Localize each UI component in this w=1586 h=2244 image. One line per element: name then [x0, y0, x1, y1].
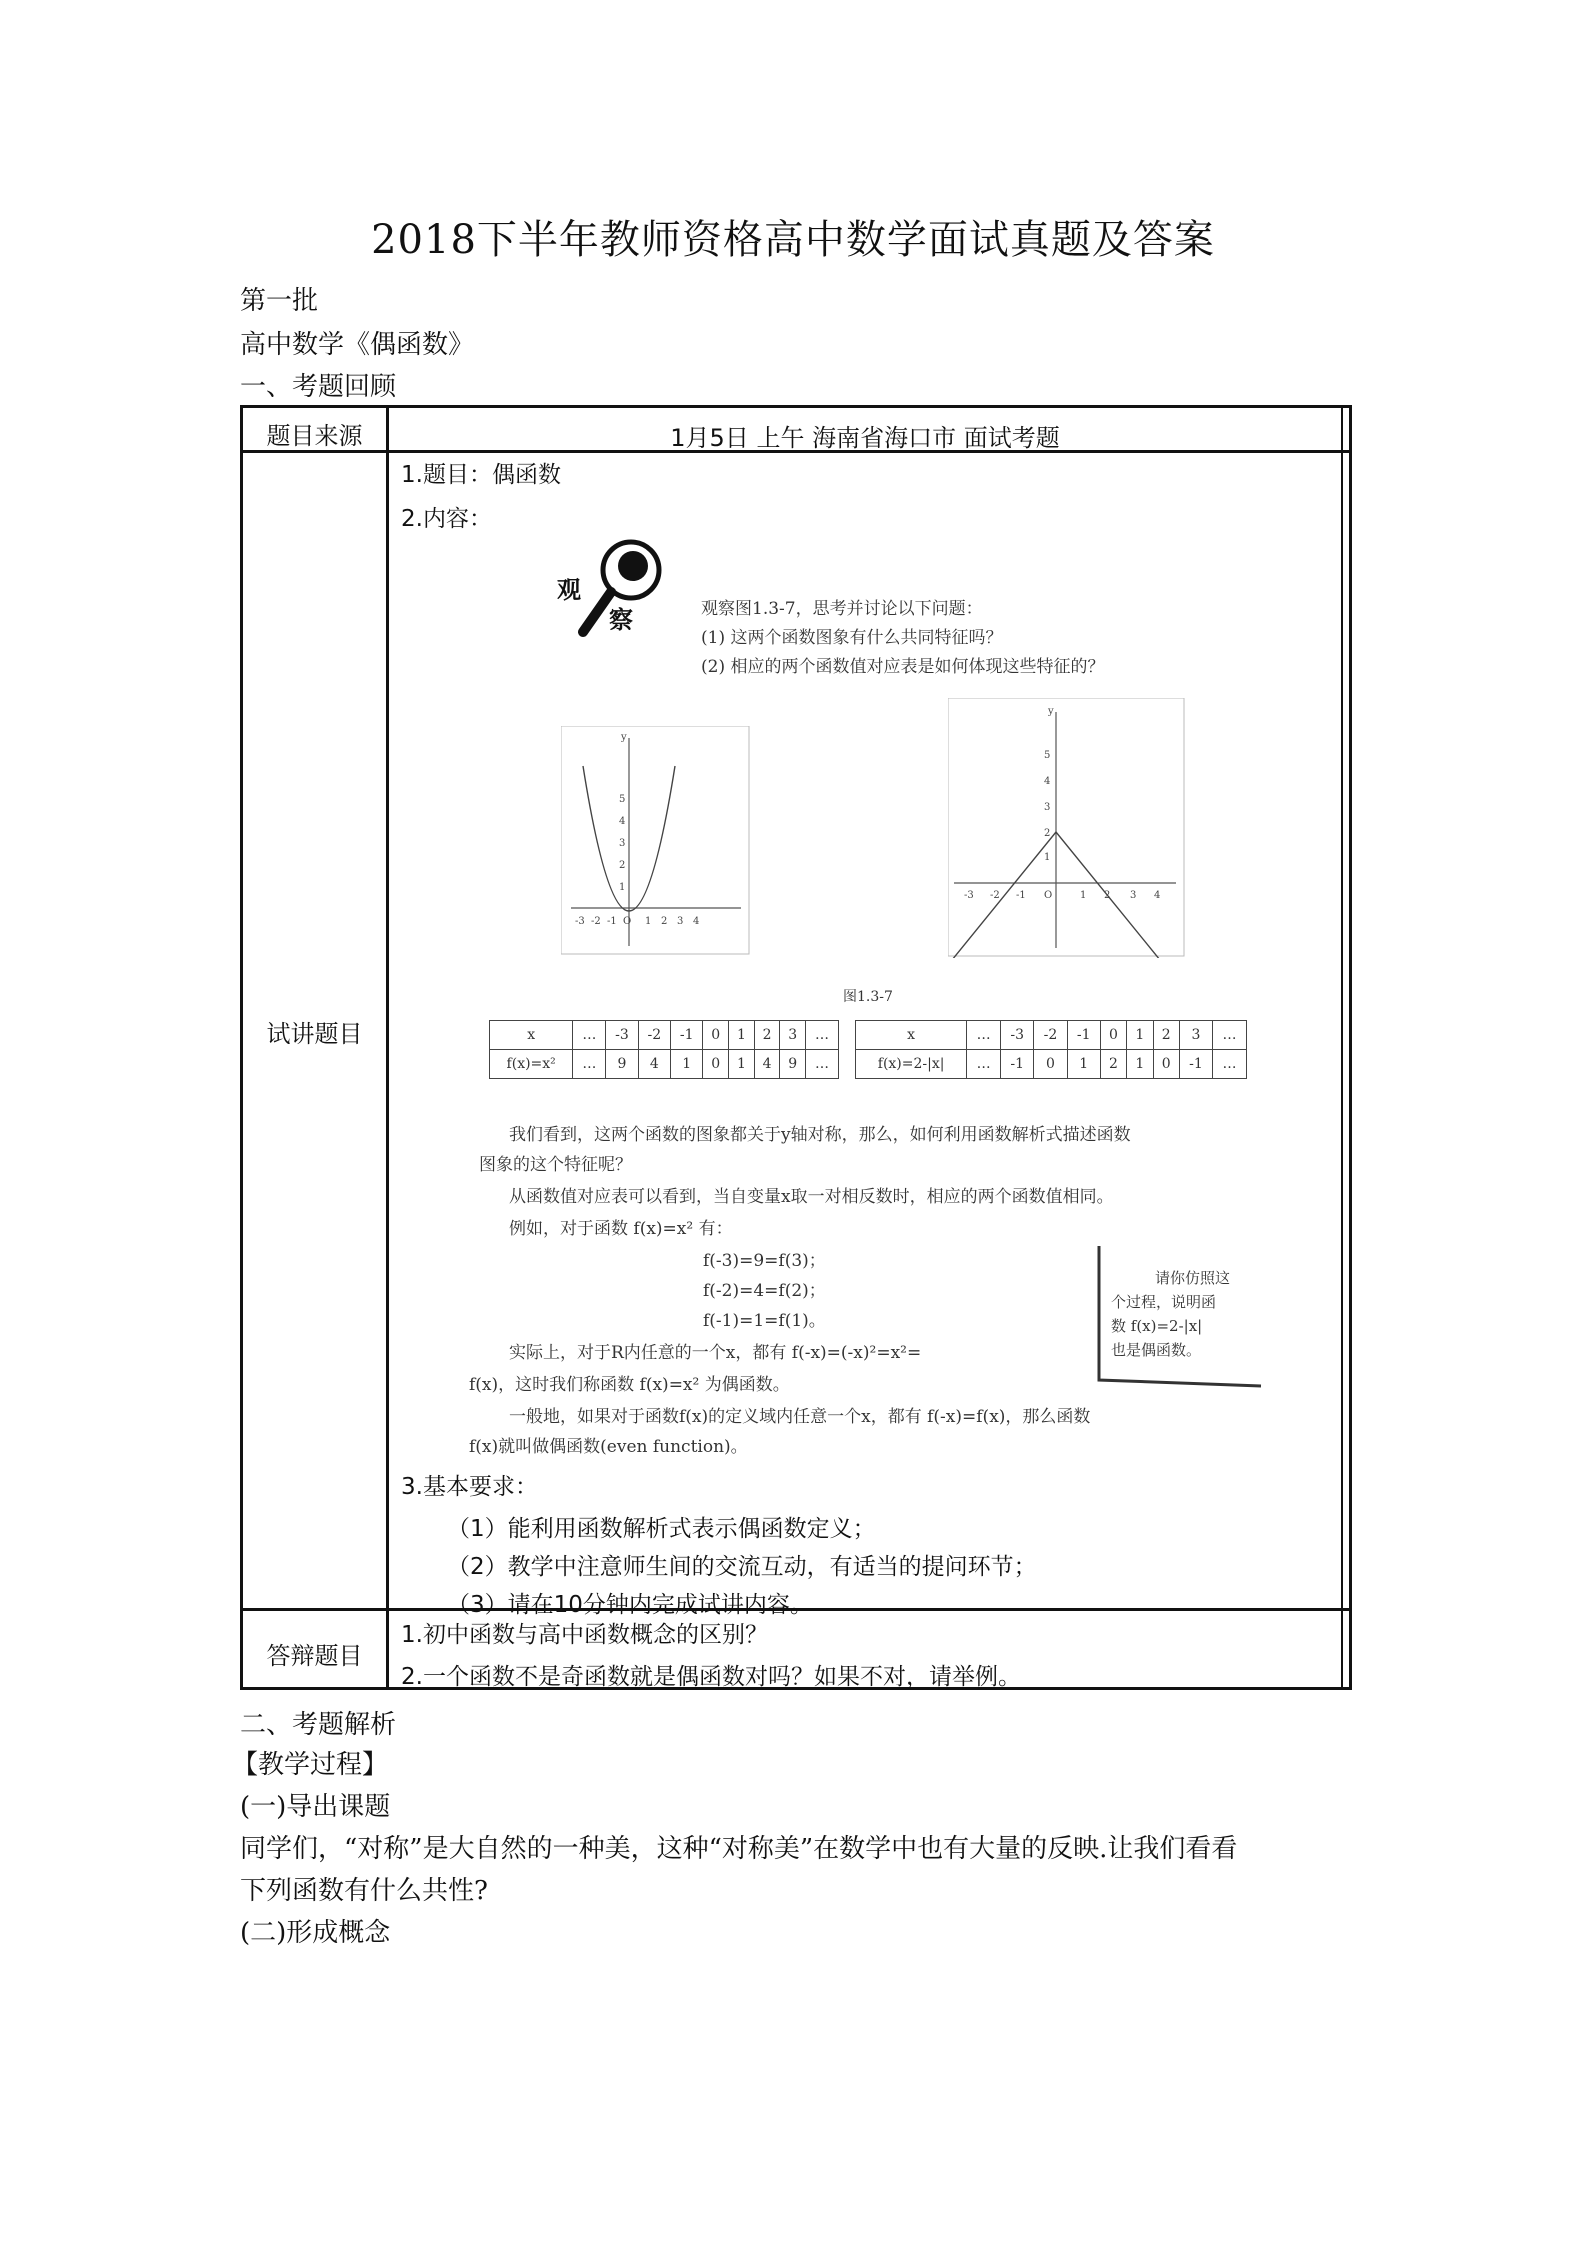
lecture-label: 试讲题目 [266, 1020, 363, 1048]
body-line: f(-2)=4=f(2)； [703, 1281, 826, 1301]
g1-x-tick: -1 [607, 916, 617, 927]
body-line: f(x)就叫做偶函数(even function)。 [469, 1437, 748, 1457]
g2-x-tick: -3 [964, 890, 974, 901]
question-table [240, 405, 1352, 1690]
observe-line-3: (2) 相应的两个函数值对应表是如何体现这些特征的？ [701, 657, 1105, 677]
step-2-heading: (二)形成概念 [240, 1918, 391, 1948]
figure-caption: 图1.3-7 [843, 989, 893, 1005]
observe-char-2: 察 [609, 605, 633, 634]
g2-y-tick: 4 [1044, 776, 1051, 787]
g1-x-tick: O [623, 916, 632, 927]
g2-x-tick: 2 [1104, 890, 1111, 901]
graph-parabola [561, 726, 751, 956]
g1-y-tick: 2 [619, 860, 626, 871]
g2-x-tick: O [1044, 890, 1053, 901]
defense-label: 答辩题目 [266, 1642, 363, 1670]
g2-x-tick: -1 [1016, 890, 1026, 901]
g1-y-tick: 1 [619, 882, 626, 893]
side-note-line: 请你仿照这 [1155, 1269, 1231, 1287]
body-line: 例如，对于函数 f(x)=x² 有： [509, 1219, 733, 1239]
defense-question-2: 2.一个函数不是奇函数就是偶函数对吗？如果不对，请举例。 [401, 1664, 1021, 1690]
observe-line-2: (1) 这两个函数图象有什么共同特征吗？ [701, 628, 1003, 648]
g1-x-tick: 3 [677, 916, 684, 927]
g2-y-tick: 5 [1044, 750, 1051, 761]
source-label: 题目来源 [266, 422, 363, 450]
body-line: 实际上，对于R内任意的一个x，都有 f(-x)=(-x)²=x²= [509, 1343, 922, 1363]
body-line: 从函数值对应表可以看到，当自变量x取一对相反数时，相应的两个函数值相同。 [509, 1187, 1114, 1207]
g2-y-tick: 1 [1044, 852, 1051, 863]
g2-x-tick: 1 [1080, 890, 1087, 901]
side-note-line: 个过程，说明函 [1111, 1293, 1217, 1311]
observe-char-1: 观 [557, 575, 581, 604]
source-value: 1月5日 上午 海南省海口市 面试考题 [670, 424, 1060, 452]
g2-y-tick: 3 [1044, 802, 1051, 813]
requirement-item: （2）教学中注意师生间的交流互动，有适当的提问环节； [447, 1554, 1037, 1580]
g1-y-tick: 5 [619, 794, 626, 805]
step-1-heading: (一)导出课题 [240, 1792, 391, 1822]
body-line: 一般地，如果对于函数f(x)的定义域内任意一个x，都有 f(-x)=f(x)，那么函数 [509, 1407, 1091, 1427]
requirements-title: 3.基本要求： [401, 1474, 538, 1500]
g2-x-tick: 3 [1130, 890, 1137, 901]
batch-label: 第一批 [240, 286, 319, 316]
g2-y-label: y [1048, 706, 1054, 717]
section-heading-1: 一、考题回顾 [240, 372, 397, 402]
side-note-line: 也是偶函数。 [1111, 1341, 1202, 1359]
g1-y-tick: 3 [619, 838, 626, 849]
requirement-item: （1）能利用函数解析式表示偶函数定义； [447, 1516, 876, 1542]
intro-line-1: 同学们，“对称”是大自然的一种美，这种“对称美”在数学中也有大量的反映.让我们看看 [240, 1834, 1238, 1864]
g1-y-tick: 4 [619, 816, 626, 827]
g2-y-tick: 2 [1044, 828, 1051, 839]
body-line: 我们看到，这两个函数的图象都关于y轴对称，那么，如何利用函数解析式描述函数 [509, 1125, 1131, 1145]
body-line: f(-1)=1=f(1)。 [703, 1311, 826, 1331]
body-line: f(x)，这时我们称函数 f(x)=x² 为偶函数。 [469, 1375, 790, 1395]
section-heading-2: 二、考题解析 [240, 1710, 397, 1740]
body-line: f(-3)=9=f(3)； [703, 1251, 826, 1271]
g1-x-tick: -3 [575, 916, 585, 927]
graph-abs [948, 698, 1188, 958]
observe-line-1: 观察图1.3-7，思考并讨论以下问题： [701, 599, 983, 619]
page-title: 2018下半年教师资格高中数学面试真题及答案 [371, 217, 1215, 263]
defense-question-1: 1.初中函数与高中函数概念的区别？ [401, 1622, 768, 1648]
side-note-line: 数 f(x)=2-|x| [1111, 1317, 1203, 1335]
g2-x-tick: -2 [990, 890, 1000, 901]
g1-x-tick: 1 [645, 916, 652, 927]
g1-x-tick: 2 [661, 916, 668, 927]
content-label: 2.内容： [401, 506, 492, 532]
g1-x-tick: 4 [693, 916, 700, 927]
g1-x-tick: -2 [591, 916, 601, 927]
topic: 1.题目：偶函数 [401, 462, 561, 488]
subject-label: 高中数学《偶函数》 [240, 330, 475, 360]
requirement-item: （3）请在10分钟内完成试讲内容。 [447, 1592, 813, 1618]
body-line: 图象的这个特征呢？ [479, 1155, 632, 1175]
value-table-2: x … -3 -2 -1 0 1 2 3 … f(x)=2-|x| … -1 0 1 2 1 0 -1 … [855, 1020, 1247, 1079]
teaching-process-title: 【教学过程】 [232, 1750, 389, 1780]
g1-y-label: y [621, 732, 627, 743]
g2-x-tick: 4 [1154, 890, 1161, 901]
intro-line-2: 下列函数有什么共性? [240, 1876, 488, 1906]
value-table-1: x … -3 -2 -1 0 1 2 3 … f(x)=x² … 9 4 1 0 1 4 9 … [489, 1020, 839, 1079]
